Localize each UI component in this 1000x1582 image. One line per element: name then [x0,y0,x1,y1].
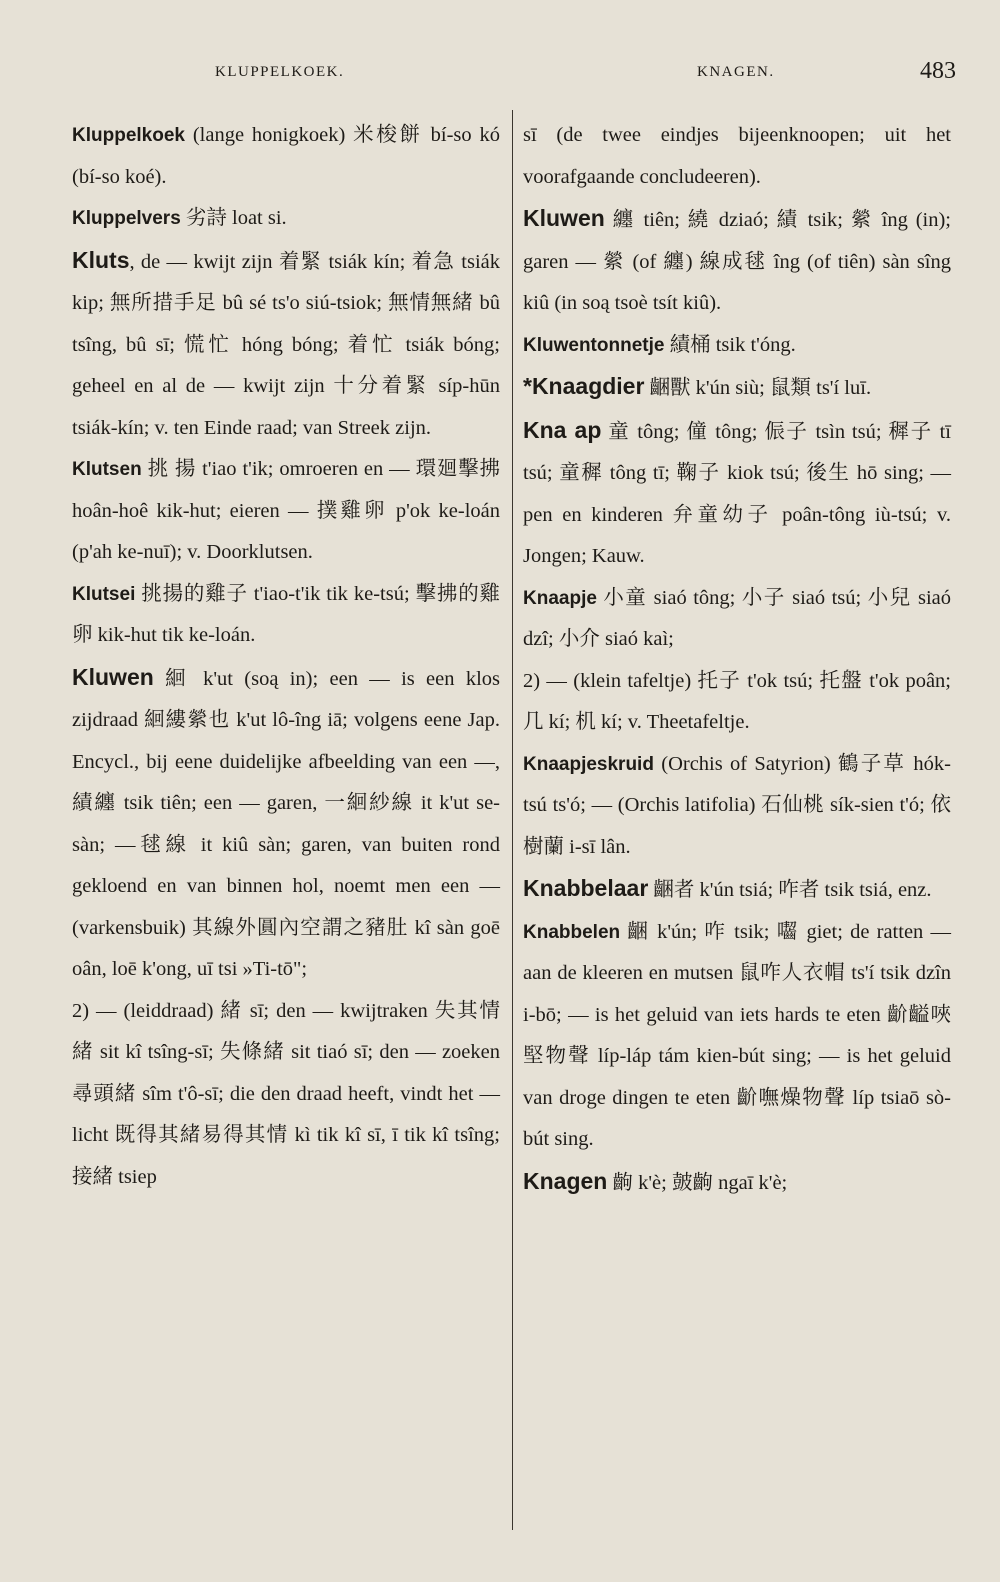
entry-definition: (Orchis of Satyrion) 鶴子草 hók-tsú ts'ó; — (Orchis latifolia) 石仙桃 sík-sien t'ó; 依樹蘭 i-sī lân. [523,752,951,858]
column-divider [512,110,513,1530]
dictionary-entry [72,657,500,991]
entry-definition: 齫獸 k'ún siù; 鼠類 ts'í luī. [644,377,872,399]
entry-definition: 童 tông; 僮 tông; 侲子 tsìn tsú; 穉子 tī tsú; 童穉 tông tī; 鞠子 kiok tsú; 後生 hō sing; — pen en kinderen 弁童幼子 poân-tông iù-tsú; v. Jongen; Kauw. [523,420,951,567]
entry-headword: Kluppelvers [72,208,181,229]
entry-headword: Kluwen [523,205,605,231]
entry-headword: Kna ap [523,416,602,443]
dictionary-entry [72,240,500,450]
entry-definition: 絗 k'ut (soą in); een — is een klos zijdraad 絗縷縈也 k'ut lô-îng iā; volgens eene Jap. Encycl., bij eene duidelijke afbeelding van een —, 績纏 tsik tiên; een — garen, 一絗紗線 it k'ut se-sàn; —毬線 it kiû sàn; garen, van buiten rond gekloend en van binnen hol, noemt men een — (varkensbuik) 其線外圓內空謂之豬肚 kî sàn goē oân, loē k'ong, uī tsi »Ti-tō"; [72,667,500,980]
entry-headword: Kluppelkoek [72,125,185,146]
entry-headword: Knagen [523,1167,608,1194]
running-head-right: KNAGEN. [697,64,775,80]
entry-definition: , de — kwijt zijn 着緊 tsiák kín; 着急 tsiák kip; 無所措手足 bû sé ts'o siú-tsiok; 無情無緒 bû tsîng, bû sī; 慌忙 hóng bóng; 着忙 tsiák bóng; geheel en al de — kwijt zijn 十分着緊 síp-hūn tsiák-kín; v. ten Einde raad; van Streek zijn. [72,250,500,439]
dictionary-entry [523,661,951,744]
dictionary-entry [523,868,951,912]
entry-definition: 纏 tiên; 繞 dziaó; 績 tsik; 縈 îng (in); garen — 縈 (of 纏) 線成毬 îng (of tiên) sàn sîng kiû (in soą tsoè tsít kiû). [523,209,951,314]
entry-definition: 齫者 k'ún tsiá; 咋者 tsik tsiá, enz. [648,879,932,901]
entry-definition: 齣 k'è; 皷齣 ngaī k'è; [607,1171,788,1194]
entry-headword: Klutsei [72,583,136,605]
dictionary-entry [523,325,951,367]
dictionary-entry [523,912,951,1161]
entry-definition: 2) — (klein tafeltje) 托子 t'ok tsú; 托盤 t'ok poân; 几 kí; 机 kí; v. Theetafeltje. [523,669,951,733]
entry-headword: Kluwen [72,663,154,690]
dictionary-entry [523,578,951,661]
right-column [523,115,951,1204]
entry-headword: Klutsen [72,459,142,480]
dictionary-entry [523,744,951,869]
dictionary-entry [523,1161,951,1205]
dictionary-entry [72,449,500,574]
entry-definition: 劣詩 loat si. [180,207,287,229]
left-column [72,115,500,1198]
entry-definition: 績桶 tsik t'óng. [664,333,796,356]
entry-definition: 齫 k'ún; 咋 tsik; 囓 giet; de ratten — aan de kleeren en mutsen 鼠咋人衣帽 ts'í tsik dzîn i-bō; — is het geluid van iets hards te eten 齘齸唊堅物聲 líp-láp tám kien-bút sing; — is het geluid van droge dingen te eten 齘嘸燥物聲 líp tsiaō sò-bút sing. [523,920,951,1150]
dictionary-entry [523,410,951,578]
dictionary-entry [72,198,500,240]
entry-headword: Kluwentonnetje [523,334,665,356]
entry-definition: 挑揚的雞子 t'iao-t'ik tik ke-tsú; 擊拂的雞卵 kik-hut tik ke-loán. [72,582,500,646]
entry-headword: *Knaagdier [523,373,645,399]
dictionary-entry [72,574,500,657]
entry-definition: (lange honigkoek) 米梭餅 bí-so kó (bí-so koé). [72,124,500,188]
dictionary-entry [523,198,951,325]
dictionary-entry [523,115,951,198]
entry-headword: Knabbelen [523,921,621,943]
entry-definition: 2) — (leiddraad) 緒 sī; den — kwijtraken 失其情緒 sit kî tsîng-sī; 失條緒 sit tiaó sī; den — zoeken 尋頭緒 sîm t'ô-sī; die den draad heeft, vindt het — licht 既得其緒易得其情 kì tik kî sī, ī tik kî tsîng; 接緒 tsiep [72,999,500,1188]
dictionary-entry [72,991,500,1199]
page-number: 483 [920,58,956,84]
dictionary-entry [523,366,951,410]
entry-headword: Knabbelaar [523,875,649,901]
entry-definition: sī (de twee eindjes bijeenknoopen; uit het voorafgaande concludeeren). [523,124,951,188]
entry-headword: Knaapje [523,587,597,609]
entry-definition: 挑 揚 t'iao t'ik; omroeren en — 環廻擊拂 hoân-hoê kik-hut; eieren — 撲雞卵 p'ok ke-loán (p'ah ke-nuī); v. Doorklutsen. [72,458,500,563]
running-head-left: KLUPPELKOEK. [215,64,345,80]
entry-headword: Kluts [72,246,130,273]
dictionary-entry [72,115,500,198]
entry-definition: 小童 siaó tông; 小子 siaó tsú; 小兒 siaó dzî; 小介 siaó kaì; [523,586,951,650]
entry-headword: Knaapjeskruid [523,753,654,775]
